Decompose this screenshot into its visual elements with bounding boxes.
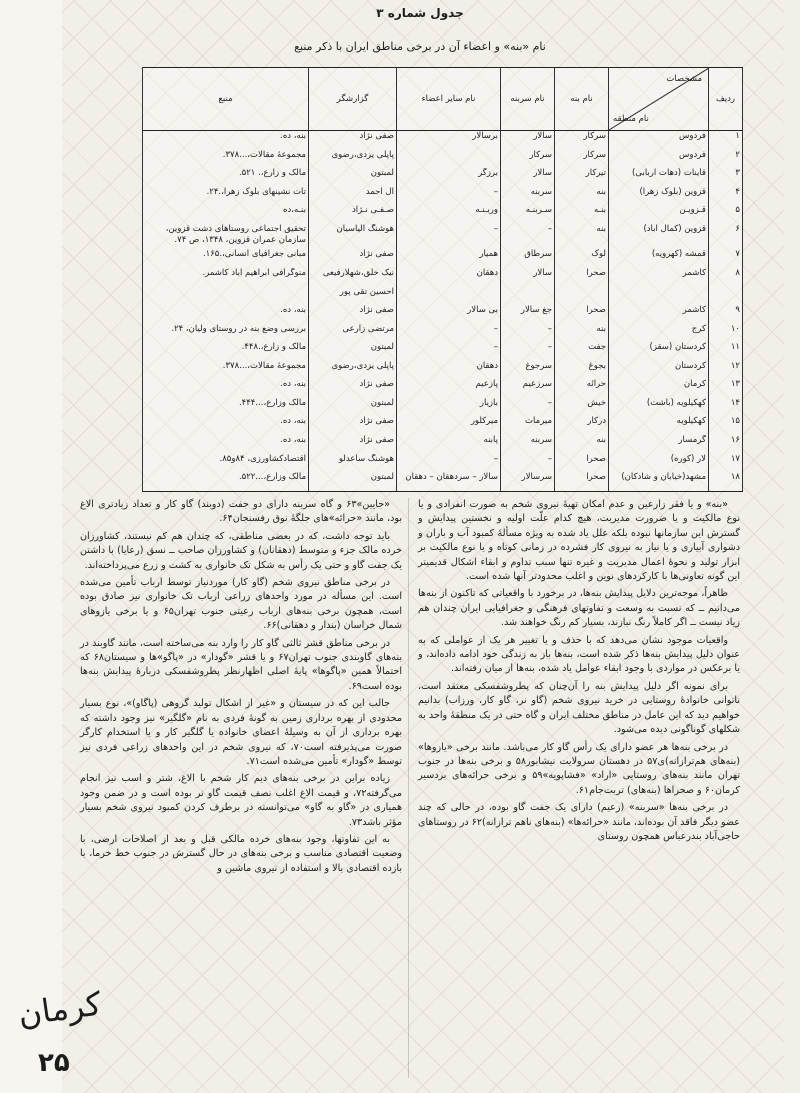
paragraph: در برخی بنه‌ها هر عضو دارای یک رأس گاو کار می‌باشد. مانند برخی «یازوها» (بنه‌های هم‌ترازانه)ی۵۷ در دهستان سرولایت نیشابور۵۸ و برخی بنه‌ها در جنوب تهران مانند بنه‌های روستایی «اراد» «فشاپویه»۵۹ و برخی حرائه‌های بردسیر کرمان۶۰ و صحراها (بنه‌های) تربت‌جام۶۱. bbox=[418, 741, 740, 796]
row-region: کهکیلویه (باشت) bbox=[609, 398, 709, 417]
row-source: مجموعهٔ مقالات،...۳۷۸. bbox=[143, 150, 309, 169]
row-region: گرمسار bbox=[609, 435, 709, 454]
row-members bbox=[397, 287, 501, 306]
table-row bbox=[143, 305, 743, 324]
header-members: نام سایر اعضاء bbox=[397, 68, 501, 131]
row-members bbox=[397, 150, 501, 169]
row-region: کاشمر bbox=[609, 305, 709, 324]
row-index: ۴ bbox=[709, 187, 743, 206]
paragraph: باید توجه داشت، که در بعضی مناطقی، که چندان هم کم نیستند، کشاورزان خرده مالک جزء و متوسط (دهقانان) و کشاورزان صاحب ــ نسق (رعایا) با داشتن یک جفت گاو و حتی یک رأس به شکل تک خانواری به کشت و زرع می‌پرداخته‌اند. bbox=[80, 530, 402, 571]
row-head-name: جغ سالار bbox=[501, 305, 555, 324]
header-spec bbox=[609, 68, 709, 131]
table-header-row bbox=[143, 68, 743, 131]
row-source: بررسی وضع بنه در روستای ولیان، ۲۴. bbox=[143, 324, 309, 343]
row-members: میرکلور bbox=[397, 416, 501, 435]
row-index bbox=[709, 287, 743, 306]
row-region: فردوس bbox=[609, 150, 709, 169]
left-margin bbox=[0, 0, 62, 1093]
row-index: ۱۷ bbox=[709, 454, 743, 473]
row-bone-name: بنه bbox=[555, 324, 609, 343]
row-reporter: صفی نژاد bbox=[309, 416, 397, 435]
row-region: قاینات (دهات اربابی) bbox=[609, 168, 709, 187]
row-bone-name: صحرا bbox=[555, 268, 609, 287]
row-index: ۳ bbox=[709, 168, 743, 187]
row-index: ۱۶ bbox=[709, 435, 743, 454]
paragraph: زیاده براین در برخی بنه‌های دیم کار شخم با الاغ، شتر و اسب نیز انجام می‌گرفته۷۲، و قیمت الاغ اغلب نصف قیمت گاو نر بوده است و در ضمن وجود همیاری در «گاو به گاو» می‌توانسته در برطرف کردن کمبود نیروی شخم بسیار مؤثر باشد۷۳. bbox=[80, 773, 402, 828]
row-reporter: صفی نژاد bbox=[309, 435, 397, 454]
row-index: ۱۲ bbox=[709, 361, 743, 380]
column-divider bbox=[408, 498, 409, 1078]
row-source bbox=[143, 287, 309, 306]
row-reporter: هوشنگ الیاسیان bbox=[309, 224, 397, 250]
table-row bbox=[143, 472, 743, 491]
row-members: – bbox=[397, 324, 501, 343]
row-source: مجموعهٔ مقالات،...۳۷۸. bbox=[143, 361, 309, 380]
body-column-right bbox=[418, 498, 740, 847]
row-bone-name: خیش bbox=[555, 398, 609, 417]
table-row bbox=[143, 268, 743, 287]
row-region: کاشمر bbox=[609, 268, 709, 287]
row-members: – bbox=[397, 224, 501, 250]
row-members: برسالار bbox=[397, 131, 501, 150]
row-bone-name: بنه bbox=[555, 435, 609, 454]
row-index: ۷ bbox=[709, 249, 743, 268]
row-head-name: سرجوغ bbox=[501, 361, 555, 380]
row-bone-name: سرکار bbox=[555, 131, 609, 150]
row-reporter: نیک خلق،شهلارفیعی bbox=[309, 268, 397, 287]
table-subtitle: نام «بنه» و اعضاء آن در برخی مناطق ایران با ذکر منبع bbox=[294, 40, 546, 53]
row-members: – bbox=[397, 454, 501, 473]
row-bone-name: بنـه bbox=[555, 205, 609, 224]
row-source: بنه، ده. bbox=[143, 435, 309, 454]
header-head-name: نام سربنه bbox=[501, 68, 555, 131]
paragraph: واقعیات موجود نشان می‌دهد که با حذف و یا تغییر هر یک از عواملی که به عنوان دلیل پیدایش بنه‌ها ذکر شده است، بنه‌ها باز به زندگی خود ادامه داده‌اند، و یا برعکس در مواردی با وجود ابقاء عوامل یاد شده، بنه‌ها از میان رفته‌اند. bbox=[418, 634, 740, 675]
row-head-name: سـربنـه bbox=[501, 205, 555, 224]
row-region: کرج bbox=[609, 324, 709, 343]
row-members: همیار bbox=[397, 249, 501, 268]
paragraph: در برخی مناطق نیروی شخم (گاو کار) موردنیاز توسط ارباب تأمین می‌شده است. این مسأله در مورد واحدهای زراعی ارباب تک خانواری نیز صادق بوده است، همچون برخی بنه‌های ارباب رعیتی جنوب تهران۶۵ و یا برخی یازوهای شمال خراسان (بندار و دهقانی)۶۶. bbox=[80, 577, 402, 632]
table-row bbox=[143, 131, 743, 150]
body-column-left bbox=[80, 498, 402, 879]
magazine-logo: کرمان bbox=[15, 984, 104, 1034]
row-head-name: سالار bbox=[501, 268, 555, 287]
row-bone-name: صحرا bbox=[555, 454, 609, 473]
row-index: ۹ bbox=[709, 305, 743, 324]
row-index: ۲ bbox=[709, 150, 743, 169]
row-reporter: مرتضی زارعی bbox=[309, 324, 397, 343]
row-region: کردستان (سقز) bbox=[609, 342, 709, 361]
row-reporter: لمبتون bbox=[309, 342, 397, 361]
header-spec-top: مشخصات bbox=[666, 74, 702, 84]
row-bone-name: بنه bbox=[555, 187, 609, 206]
row-head-name: – bbox=[501, 324, 555, 343]
row-reporter: لمبتون bbox=[309, 168, 397, 187]
table-row bbox=[143, 342, 743, 361]
row-head-name bbox=[501, 287, 555, 306]
paragraph: در برخی مناطق قشر ثالثی گاو کار را وارد بنه می‌ساخته است، مانند گاوبند در بنه‌های گاوبندی جنوب تهران۶۷ و یا قشر «گودار» در «پاگو»ها و سیستان۶۸ که احتمالاً همین «پاگوها» پایهٔ اصلی اظهارنظر پطروشفسکی دربارهٔ پیدایش بنه‌ها بوده است۶۹. bbox=[80, 637, 402, 692]
row-reporter: هوشنگ ساعدلو bbox=[309, 454, 397, 473]
row-head-name: سربنه bbox=[501, 435, 555, 454]
row-bone-name: صحرا bbox=[555, 472, 609, 491]
row-head-name: – bbox=[501, 224, 555, 250]
row-members: دهقان bbox=[397, 361, 501, 380]
row-source: بنـه،ده bbox=[143, 205, 309, 224]
row-reporter: لمبتون bbox=[309, 472, 397, 491]
row-bone-name: جفت bbox=[555, 342, 609, 361]
row-members: پازعیم bbox=[397, 379, 501, 398]
row-source: مالک و زارع،. ۵۲۱. bbox=[143, 168, 309, 187]
row-reporter: صفی نژاد bbox=[309, 379, 397, 398]
header-spec-bottom: نام منطقه bbox=[613, 114, 649, 124]
row-members: پابنه bbox=[397, 435, 501, 454]
row-members: – bbox=[397, 342, 501, 361]
paragraph: جالب این که در سیستان و «غیر از اشکال تولید گروهی (پاگاو)»، نوع بسیار محدودی از بهره برداری زمین به گونهٔ فردی به نام «گلگیر» نیز وجود داشته که بهره برداری از آن به وسیلهٔ اعضای خانواده یا گلگیر کار و یا استخدام کارگر صورت می‌پذیرفته است۷۰، که نیروی شخم در این واحدهای زراعی فردی نیز توسط «گودار» تأمین می‌شده است۷۱. bbox=[80, 698, 403, 767]
row-head-name: سرزعیم bbox=[501, 379, 555, 398]
paragraph: «بنه» و یا فقر زارعین و عدم امکان تهیهٔ نیروی شخم به صورت انفرادی و یا نوع مالکیت و یا ضرورت مدیریت، هیچ کدام علّت اولیه و نخستین پیدایش و گسترش این سازمانها نبوده بلکه علل یاد شده به ویژه مسألهٔ کمبود آب و باران و دشواری آبیاری و یا نیاز به نیروی کار فشرده در زمانی کوتاه و یا نوع مالکیت بر ابزار تولید و نحوهٔ اعمال مدیریت و غیره تنها سبب تداوم و ابقاء اشکال قدیمیتر این گونه تعاونی‌ها با کارکردهای نوین و اغلب محدودتر آنها شده است. bbox=[418, 499, 740, 583]
row-source: تحقیق اجتماعی روستاهای دشت قزوین، سازمان عمران قزوین، ۱۳۴۸، ص ۷۴. bbox=[143, 224, 309, 250]
row-reporter: صفی نژاد bbox=[309, 305, 397, 324]
header-source: منبع bbox=[143, 68, 309, 131]
paragraph: برای نمونه اگر دلیل پیدایش بنه را آن‌چنان که پطروشفسکی معتقد است، ناتوانی خانوادهٔ روستایی در خرید نیروی شخم (گاو نر، گاو کار، ورزاب) بدانیم خواهیم دید که این عامل در مناطق مختلف ایران و گاه حتی در یک منطقهٔ واحد به شکلهای گوناگونی دیده می‌شود. bbox=[418, 680, 740, 736]
row-reporter: احسین تقی پور bbox=[309, 287, 397, 306]
table-row bbox=[143, 249, 743, 268]
row-index: ۱۱ bbox=[709, 342, 743, 361]
row-source: مالک وزارع،...۵۲۲. bbox=[143, 472, 309, 491]
header-index: ردیف bbox=[709, 68, 743, 131]
regions-table bbox=[142, 67, 743, 492]
row-members: بازیار bbox=[397, 398, 501, 417]
header-reporter: گزارشگر bbox=[309, 68, 397, 131]
row-region: قـزویـن bbox=[609, 205, 709, 224]
row-source: مالک وزارع،...۴۴۴. bbox=[143, 398, 309, 417]
row-members: برزگر bbox=[397, 168, 501, 187]
row-reporter: آل احمد bbox=[309, 187, 397, 206]
row-source: بنه، ده. bbox=[143, 131, 309, 150]
row-region: قمشه (کهرویه) bbox=[609, 249, 709, 268]
row-bone-name: بنه bbox=[555, 224, 609, 250]
row-head-name: سربنه bbox=[501, 187, 555, 206]
table-row bbox=[143, 287, 743, 306]
row-head-name: سرسالار bbox=[501, 472, 555, 491]
row-bone-name: لوک bbox=[555, 249, 609, 268]
row-head-name: – bbox=[501, 342, 555, 361]
row-reporter: لمبتون bbox=[309, 398, 397, 417]
row-region: کرمان bbox=[609, 379, 709, 398]
row-members: دهقان bbox=[397, 268, 501, 287]
row-region: فردوس bbox=[609, 131, 709, 150]
row-region: قزوین (بلوک زهرا) bbox=[609, 187, 709, 206]
row-bone-name: تیرکار bbox=[555, 168, 609, 187]
row-index: ۱۴ bbox=[709, 398, 743, 417]
row-region bbox=[609, 287, 709, 306]
row-source: منوگرافی ابراهیم آباد کاشمر. bbox=[143, 268, 309, 287]
table-row bbox=[143, 168, 743, 187]
row-head-name: – bbox=[501, 454, 555, 473]
row-index: ۱۰ bbox=[709, 324, 743, 343]
row-source: مبانی جغرافیای انسانی،.۱۶۵. bbox=[143, 249, 309, 268]
row-index: ۱۳ bbox=[709, 379, 743, 398]
paragraph: «جایین»۶۳ و گاه سربنه دارای دو جفت (دوبند) گاو کار و تعداد زیادتری الاغ بود، مانند «حرائه»های جلگهٔ نوق رفسنجان۶۴. bbox=[80, 499, 402, 525]
row-reporter: پاپلی یزدی،رضوی bbox=[309, 361, 397, 380]
table-row bbox=[143, 435, 743, 454]
row-head-name: سرکار bbox=[501, 150, 555, 169]
row-bone-name: درکار bbox=[555, 416, 609, 435]
row-bone-name: سرکار bbox=[555, 150, 609, 169]
paragraph: در برخی بنه‌ها «سربنه» (زعیم) دارای یک جفت گاو بوده، در حالی که چند عضو دیگر فاقد آن بوده‌اند، مانند «حرائه‌ها» (بنه‌های ناهم ترازانه)۶۲ در روستاهای حاجی‌آباد بندرعباس همچون روستای bbox=[418, 802, 740, 842]
table-row bbox=[143, 150, 743, 169]
table-row bbox=[143, 187, 743, 206]
row-source: بنه، ده. bbox=[143, 379, 309, 398]
row-index: ۵ bbox=[709, 205, 743, 224]
table-row bbox=[143, 361, 743, 380]
row-index: ۸ bbox=[709, 268, 743, 287]
row-head-name: سالار bbox=[501, 168, 555, 187]
row-head-name: میرمات bbox=[501, 416, 555, 435]
table-title: جدول شماره ۳ bbox=[376, 6, 464, 20]
row-members: – bbox=[397, 187, 501, 206]
paragraph: ظاهراً، موجه‌ترین دلایل پیدایش بنه‌ها، در برخورد با واقعیاتی که تاکنون از بنه‌ها می‌دانیم ــ که نسبت به وسعت و تفاوتهای فرهنگی و جغرافیایی ایران چندان هم زیاد نیست ــ اگر کاملاً رنگ نبازند، بسیار کم رنگ خواهند شد. bbox=[418, 588, 740, 629]
row-bone-name: صحرا bbox=[555, 305, 609, 324]
row-members: وربـنـه bbox=[397, 205, 501, 224]
row-bone-name: بجوغ bbox=[555, 361, 609, 380]
row-members: بی سالار bbox=[397, 305, 501, 324]
row-reporter: صفی نژاد bbox=[309, 131, 397, 150]
table-row bbox=[143, 224, 743, 250]
row-region: لار (کوره) bbox=[609, 454, 709, 473]
row-source: تات نشینهای بلوک زهرا،.۲۴. bbox=[143, 187, 309, 206]
row-index: ۱۸ bbox=[709, 472, 743, 491]
table-row bbox=[143, 454, 743, 473]
row-reporter: صـفـی نـژاد bbox=[309, 205, 397, 224]
row-reporter: صفی نژاد bbox=[309, 249, 397, 268]
row-reporter: پاپلی یزدی،رضوی bbox=[309, 150, 397, 169]
row-bone-name: حرائه bbox=[555, 379, 609, 398]
table-row bbox=[143, 416, 743, 435]
row-source: اقتصادکشاورزی، ۸۴و۸۵. bbox=[143, 454, 309, 473]
table-row bbox=[143, 205, 743, 224]
row-index: ۶ bbox=[709, 224, 743, 250]
page-number: ۲۵ bbox=[38, 1048, 70, 1078]
row-source: بنه، ده. bbox=[143, 416, 309, 435]
row-source: بنه، ده. bbox=[143, 305, 309, 324]
row-head-name: سرطاق bbox=[501, 249, 555, 268]
row-members: سالار – سردهقان – دهقان bbox=[397, 472, 501, 491]
table-row bbox=[143, 324, 743, 343]
row-head-name: سالار bbox=[501, 131, 555, 150]
row-region: مشهد(خیابان و شادکان) bbox=[609, 472, 709, 491]
row-region: کردستان bbox=[609, 361, 709, 380]
row-index: ۱ bbox=[709, 131, 743, 150]
row-index: ۱۵ bbox=[709, 416, 743, 435]
row-head-name: – bbox=[501, 398, 555, 417]
row-region: کهکیلویه bbox=[609, 416, 709, 435]
table-row bbox=[143, 398, 743, 417]
table-row bbox=[143, 379, 743, 398]
row-bone-name bbox=[555, 287, 609, 306]
paragraph: به این تفاوتها، وجود بنه‌های خرده مالکی قبل و بعد از اصلاحات ارضی، با وضعیت اقتصادی مناسب و برخی بنه‌های در حال گسترش در جنوب خط خرما، با بازده اقتصادی بالا و استفاده از نیروی ماشین و bbox=[80, 833, 402, 874]
header-bone-name: نام بنه bbox=[555, 68, 609, 131]
row-source: مالک و زارع،.۴۴۸. bbox=[143, 342, 309, 361]
row-region: قزوین (کمال آباد) bbox=[609, 224, 709, 250]
